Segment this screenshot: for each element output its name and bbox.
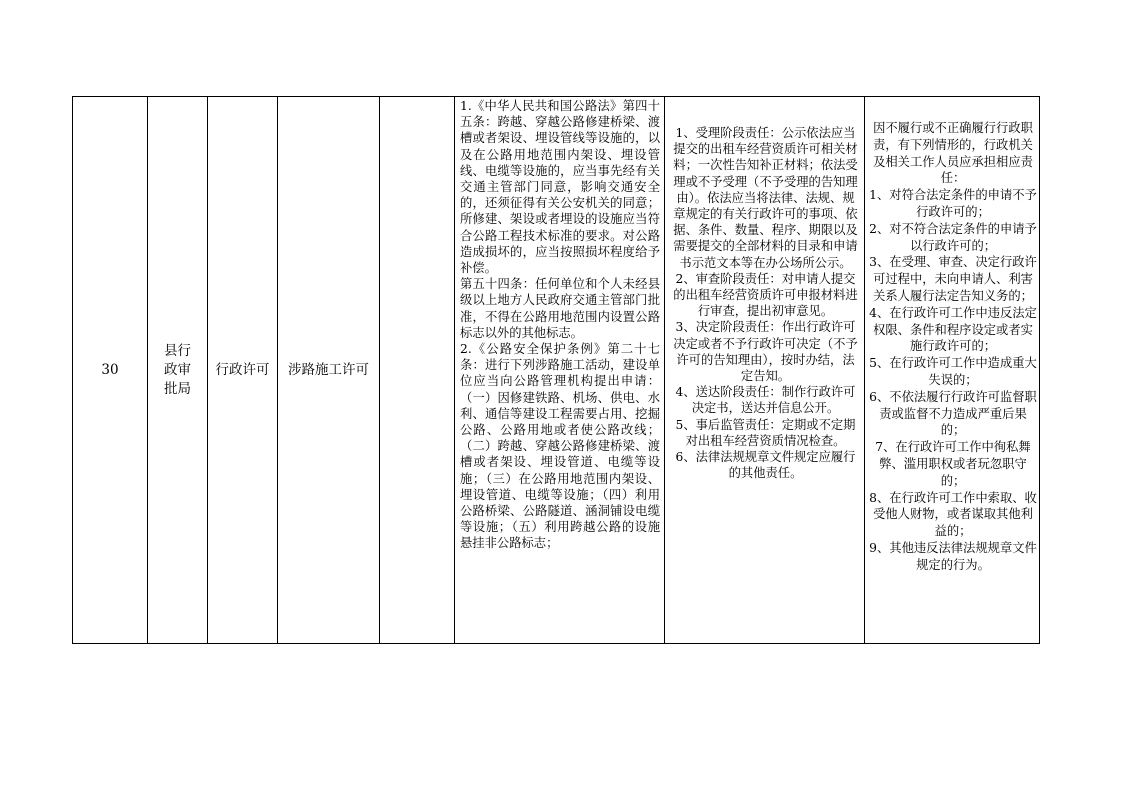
accountability-item: 4、在行政许可工作中违反法定权限、条件和程序设定或者实施行政许可的； [869,305,1037,354]
sub-item-cell [380,97,455,643]
legal-basis-paragraph: 1.《中华人民共和国公路法》第四十五条：跨越、穿越公路修建桥梁、渡槽或者架设、埋设管线等设施的，以及在公路用地范围内架设、埋设管线、电缆等设施的，应当事先经有关交通主管部门同意，影响交通安全的，还须征得有关公安机关的同意；所修建、架设或者埋设的设施应当符合公路工程技术标准的要求。对公路造成损坏的，应当按照损坏程度给予补偿。 [460,99,660,276]
accountability-intro: 因不履行或不正确履行行政职责，有下列情形的，行政机关及相关工作人员应承担相应责任： [873,121,1033,186]
accountability-item: 2、对不符合法定条件的申请予以行政许可的； [869,221,1037,253]
accountability-item: 3、在受理、审查、决定行政许可过程中，未向申请人、利害关系人履行法定告知义务的； [869,255,1037,303]
power-category: 行政许可 [215,361,270,378]
accountability-item: 1、对符合法定条件的申请不予行政许可的； [869,188,1037,219]
power-item-name: 涉路施工许可 [288,361,369,378]
accountability-item: 6、不依法履行行政许可监督职责或监督不力造成严重后果的； [869,389,1037,438]
duty-item: 6、法律法规规章文件规定应履行的其他责任。 [675,450,856,481]
duty-item: 5、事后监管责任：定期或不定期对出租车经营资质情况检查。 [675,417,856,448]
accountability-item: 8、在行政许可工作中索取、收受他人财物，或者谋取其他利益的； [869,490,1037,539]
accountability-item: 5、在行政许可工作中造成重大失误的； [869,356,1037,387]
category-cell [208,97,278,643]
responsibility-table-row [72,96,1040,644]
row-number-cell [73,97,148,643]
legal-basis-paragraph: 2.《公路安全保护条例》第二十七条：进行下列涉路施工活动，建设单位应当向公路管理机构提出申请：（一）因修建铁路、机场、供电、水利、通信等建设工程需要占用、挖掘公路、公路用地或者使公路改线；（二）跨越、穿越公路修建桥梁、渡槽或者架设、埋设管道、电缆等设施；（三）在公路用地范围内架设、埋设管道、电缆等设施；（四）利用公路桥梁、公路隧道、涵洞铺设电缆等设施；（五）利用跨越公路的设施悬挂非公路标志； [460,342,660,551]
duty-item: 3、决定阶段责任：作出行政许可决定或者不予行政许可决定（不予许可的告知理由），按时办结，法定告知。 [673,320,858,384]
duty-item: 2、审查阶段责任：对申请人提交的出租车经营资质许可申报材料进行审查，提出初审意见。 [673,271,858,319]
duty-item: 1、受理阶段责任：公示依法应当提交的出租车经营资质许可相关材料；一次性告知补正材料；依法受理或不予受理（不予受理的告知理由）。依法应当将法律、法规、规章规定的有关行政许可的事项、依据、条件、数量、程序、期限以及需要提交的全部材料的目录和申请书示范文本等在办公场所公示。 [673,126,858,270]
responsibility-duties-cell [665,97,865,643]
authority-cell [148,97,208,643]
row-number: 30 [101,361,119,378]
legal-basis-paragraph: 第五十四条：任何单位和个人未经县级以上地方人民政府交通主管部门批准，不得在公路用地范围内设置公路标志以外的其他标志。 [460,277,660,340]
item-name-cell [278,97,380,643]
duty-item: 4、送达阶段责任：制作行政许可决定书，送达并信息公开。 [675,385,856,416]
legal-basis-cell [455,97,665,643]
implementing-authority: 县行政审批局 [164,342,191,397]
accountability-item: 9、其他违反法律法规规章文件规定的行为。 [869,540,1037,572]
accountability-cell [865,97,1041,643]
accountability-item: 7、在行政许可工作中徇私舞弊、滥用职权或者玩忽职守的； [875,440,1031,488]
